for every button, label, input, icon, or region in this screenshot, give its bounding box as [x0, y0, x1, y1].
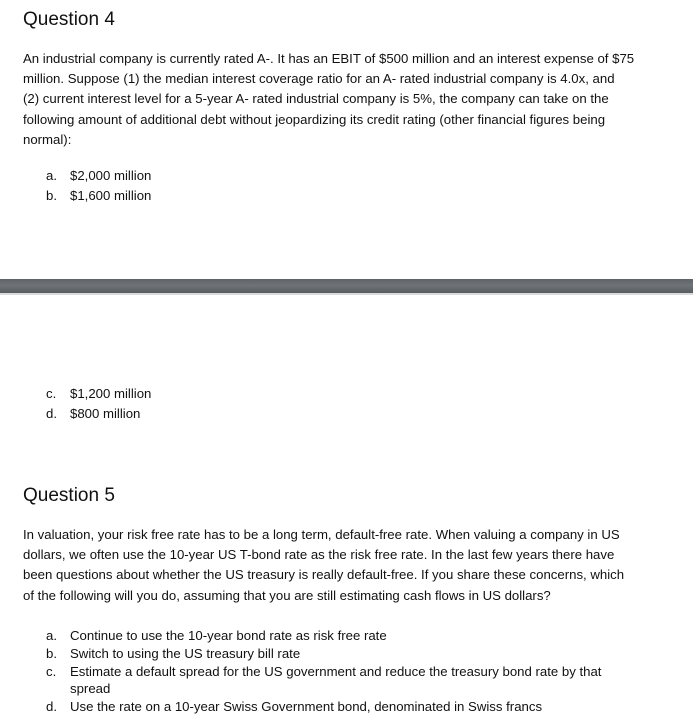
option-text: Continue to use the 10-year bond rate as risk free rate — [70, 628, 387, 643]
question-5-line: In valuation, your risk free rate has to be a long term, default-free rate. When valuing a company in US — [23, 527, 620, 542]
option-text: Use the rate on a 10-year Swiss Government bond, denominated in Swiss francs — [70, 699, 543, 714]
option-text — [70, 663, 646, 697]
option-text: $1,200 million — [70, 386, 152, 401]
question-4-title: Question 4 — [23, 9, 115, 30]
question-5-line: of the following will you do, assuming that you are still estimating cash flows in US dollars? — [23, 587, 551, 603]
question-5-line: been questions about whether the US treasury is really default-free. If you share these concerns, which — [23, 567, 625, 583]
option-text: Switch to using the US treasury bill rate — [70, 646, 301, 661]
option-letter: c. — [46, 386, 57, 401]
question-4-option-c — [46, 385, 646, 402]
question-5-option-d — [46, 698, 646, 715]
question-4-line: (2) current interest level for a 5-year A- rated industrial company is 5%, the company can take on the — [23, 91, 609, 107]
option-letter: b. — [46, 646, 57, 661]
question-4-line: An industrial company is currently rated A-. It has an EBIT of $500 million and an interest expense of $75 — [23, 51, 635, 66]
page-break-shadow — [0, 293, 693, 295]
question-5-option-c — [46, 663, 646, 697]
question-4-line: million. Suppose (1) the median interest coverage ratio for an A- rated industrial company is 4.0x, and — [23, 71, 615, 87]
question-4-option-d — [46, 405, 646, 422]
option-text: $2,000 million — [70, 168, 152, 183]
option-letter: b. — [46, 188, 57, 203]
question-4-body — [23, 49, 663, 150]
option-text: $800 million — [70, 406, 141, 421]
question-5-option-a — [46, 627, 646, 644]
option-letter: c. — [46, 664, 57, 679]
option-letter: a. — [46, 628, 57, 643]
option-letter: a. — [46, 168, 57, 183]
option-letter: d. — [46, 699, 57, 714]
question-5-line: dollars, we often use the 10-year US T-bond rate as the risk free rate. In the last few years there have — [23, 547, 615, 563]
option-text-line: spread — [70, 681, 111, 696]
page-break-divider — [0, 279, 693, 293]
option-text-line: Estimate a default spread for the US government and reduce the treasury bond rate by that — [70, 664, 602, 679]
option-text: $1,600 million — [70, 188, 152, 203]
question-4-line: normal): — [23, 131, 72, 147]
option-letter: d. — [46, 406, 57, 421]
question-4-option-a — [46, 167, 646, 184]
question-5-body — [23, 525, 663, 606]
question-5-option-b — [46, 645, 646, 662]
question-4-line: following amount of additional debt without jeopardizing its credit rating (other financial figures being — [23, 111, 606, 127]
question-4-option-b — [46, 187, 646, 204]
question-5-title: Question 5 — [23, 485, 115, 506]
